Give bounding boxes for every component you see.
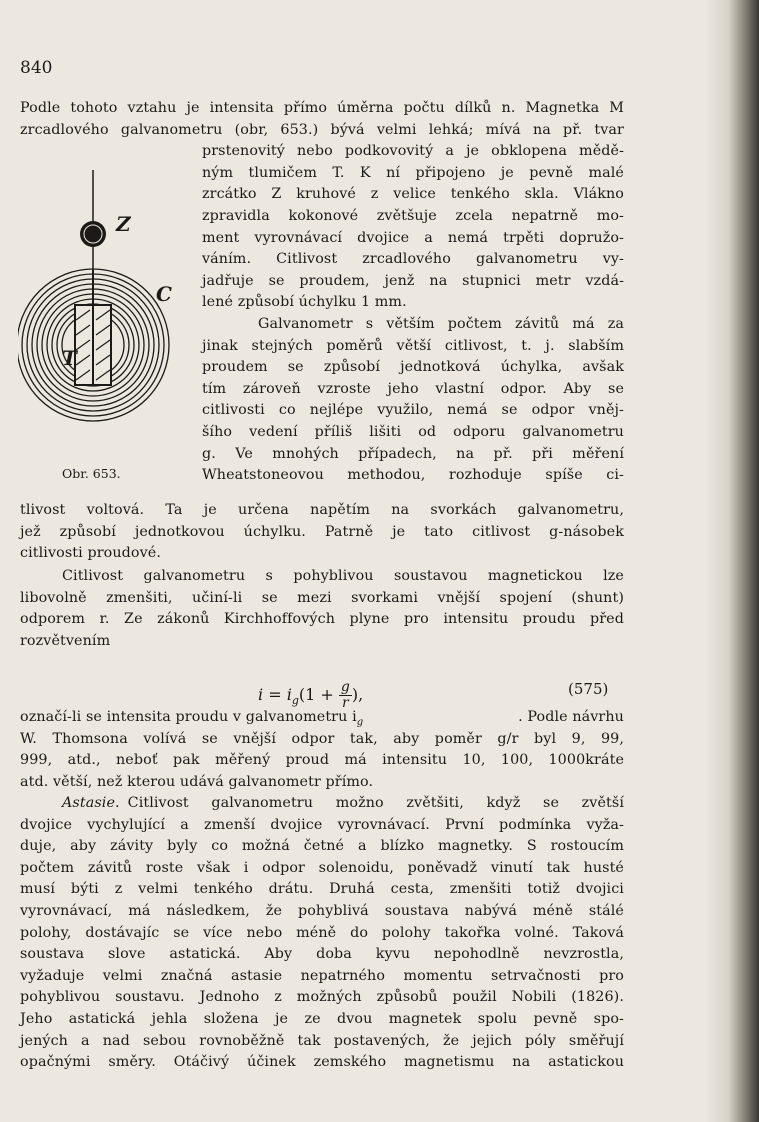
- text-line: odporem r. Ze zákonů Kirchhoffových plyne pro intensitu proudu před: [20, 611, 624, 628]
- text-line: ment vyrovnávací dvojice a nemá trpěti dopružo-: [202, 229, 624, 246]
- right-column-text: [202, 141, 624, 487]
- figure-caption: Obr. 653.: [62, 466, 121, 481]
- text-line: Jeho astatická jehla složena je ze dvou magnetek spolu pevně spo-: [20, 1010, 624, 1027]
- text-line: soustava slove astatická. Aby doba kyvu nepohodlně nevzrostla,: [20, 946, 624, 963]
- para4: [20, 707, 624, 793]
- text-line: šího vedení příliš lišiti od odporu galvanometru: [202, 423, 624, 440]
- equation-subscript: g: [291, 694, 299, 708]
- page-number: 840: [20, 58, 53, 78]
- fraction-denominator: r: [341, 695, 349, 711]
- text-line: zpravidla kokonové zvětšuje zcela nepatrně mo-: [202, 207, 624, 224]
- text-line: počtem závitů roste však i odpor solenoidu, poněvadž vinutí tak husté: [20, 859, 624, 876]
- equation-number: (575): [568, 680, 609, 698]
- para5-astasie: [20, 793, 624, 1074]
- text-line: citlivosti co nejlépe využilo, nemá se odpor vněj-: [202, 402, 624, 419]
- text-line: W. Thomsona volívá se vnější odpor tak, aby poměr g/r byl 9, 99,: [20, 730, 624, 747]
- text-line: atd. větší, než kterou udává galvanometr přímo.: [20, 773, 374, 790]
- text-line: musí býti z velmi tenkého drátu. Druhá cesta, zmenšiti totiž dvojici: [20, 881, 624, 898]
- equation-lhs: i = i: [258, 685, 292, 704]
- galvanometer-diagram: [18, 170, 188, 470]
- text-line: lené způsobí úchylku 1 mm.: [202, 294, 407, 311]
- text-line: prstenovitý nebo podkovovitý a je obklopena mědě-: [202, 143, 624, 160]
- label-z: Z: [116, 212, 131, 236]
- para2-full: [20, 500, 624, 565]
- text-line: vyžaduje velmi značná astasie nepatrného momentu setrvačnosti pro: [20, 967, 624, 984]
- text-line: Podle tohoto vztahu je intensita přímo úměrna počtu dílků n. Magnetka M: [20, 100, 624, 116]
- text-line: polohy, dostávajíc se více nebo méně do polohy takořka volné. Taková: [20, 924, 624, 941]
- text-line: jež způsobí jednotkovou úchylku. Patrně je tato citlivost g-násobek: [20, 523, 624, 540]
- text-line: Galvanometr s větším počtem závitů má za: [258, 315, 624, 332]
- figure-galvanometer: [18, 170, 188, 470]
- para1-full: [20, 98, 624, 141]
- line-subscript: g: [356, 716, 364, 728]
- label-t: T: [62, 346, 77, 370]
- text-line: 999, atd., neboť pak měřený proud má intensitu 10, 100, 1000kráte: [20, 752, 624, 769]
- text-line: libovolně zmenšiti, učiní-li se mezi svorkami vnější spojení (shunt): [20, 589, 624, 606]
- text-line: tlivost voltová. Ta je určena napětím na svorkách galvanometru,: [20, 502, 624, 518]
- equation-mid: (1 +: [298, 685, 339, 704]
- line-tail: . Podle návrhu: [518, 709, 624, 725]
- text-line: g. Ve mnohých případech, na př. při měření: [202, 445, 624, 462]
- text-line: proudem se způsobí jednotková úchylka, avšak: [202, 359, 624, 376]
- section-heading: Astasie.: [62, 795, 120, 811]
- text-line: duje, aby závity byly co možná četné a blízko magnetky. S rostoucím: [20, 838, 624, 855]
- text-line: Citlivost galvanometru s pohyblivou soustavou magnetickou lze: [62, 568, 624, 584]
- text-line: pohyblivou soustavu. Jednoho z možných způsobů použil Nobili (1826).: [20, 989, 624, 1006]
- text-line: ným tlumičem T. K ní připojeno je pevně malé: [202, 164, 624, 181]
- text-line: opačnými směry. Otáčivý účinek zemského magnetismu na astatickou: [20, 1054, 624, 1071]
- line-text: označí-li se intensita proudu v galvanometru i: [20, 709, 357, 725]
- text-line: dvojice vychylující a zmenší dvojice vyrovnávací. První podmínka vyža-: [20, 816, 624, 833]
- text-line: váním. Citlivost zrcadlového galvanometru vy-: [202, 251, 624, 268]
- text-line: Wheatstoneovou methodou, rozhoduje spíše ci-: [202, 467, 624, 484]
- text-line: citlivosti proudové.: [20, 545, 161, 562]
- text-line: vyrovnávací, má následkem, že pohyblivá soustava nabývá méně stálé: [20, 902, 624, 919]
- text-line: zrcátko Z kruhové z velice tenkého skla. Vlákno: [202, 186, 624, 203]
- text-line: jinak stejných poměrů větší citlivost, t. j. slabším: [202, 337, 624, 354]
- text-line: tím zároveň vzroste jeho vlastní odpor. Aby se: [202, 380, 624, 397]
- line-text: Citlivost galvanometru možno zvětšiti, když se zvětší: [127, 795, 624, 811]
- page-edge-shadow: [707, 0, 759, 1122]
- text-line: [20, 707, 624, 729]
- para3: [20, 566, 624, 652]
- text-line: jených a nad sebou rovnoběžně tak postavených, že jejich póly směřují: [20, 1032, 624, 1049]
- text-line: zrcadlového galvanometru (obr, 653.) bývá velmi lehká; mívá na př. tvar: [20, 121, 624, 138]
- equation-end: ),: [351, 685, 364, 704]
- fraction-numerator: g: [340, 679, 350, 695]
- text-line: jadřuje se proudem, jenž na stupnici metr vzdá-: [202, 272, 624, 289]
- label-c: C: [156, 282, 172, 306]
- text-line: [20, 793, 624, 815]
- text-line: rozvětvením: [20, 632, 111, 649]
